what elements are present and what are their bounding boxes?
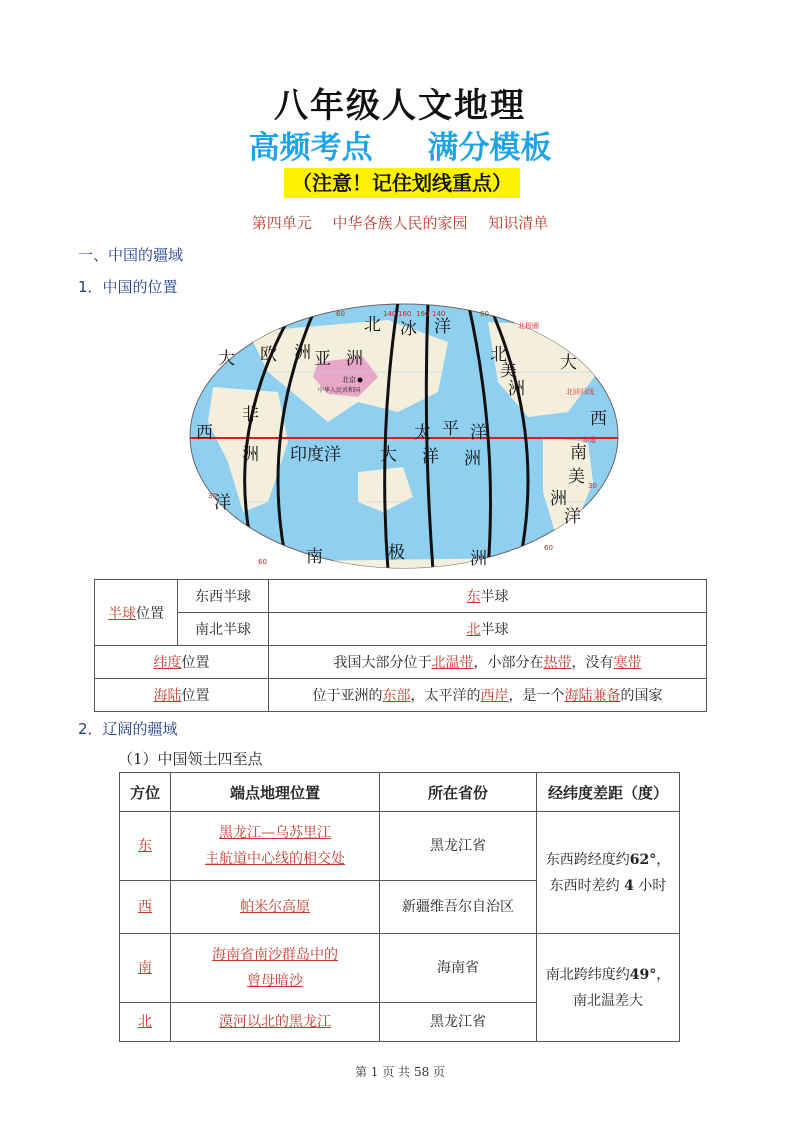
tropic-label: 北回归线	[566, 388, 594, 396]
table-row	[95, 646, 707, 679]
beijing-dot	[358, 378, 363, 383]
map-label: 平	[442, 419, 459, 439]
map-label: 洲	[508, 379, 525, 399]
subsection-heading-territory: 2．辽阔的疆域	[78, 720, 178, 738]
degree-label: 60	[480, 310, 489, 318]
column-header: 经纬度差距（度）	[537, 773, 680, 812]
table-cell: 海南省南沙群岛中的 曾母暗沙	[171, 934, 380, 1003]
subsection-note: （1）中国领土四至点	[118, 750, 263, 768]
beijing-label: 北京	[342, 376, 356, 384]
table-cell: 南北半球	[178, 613, 269, 646]
table-cell: 纬度位置	[95, 646, 269, 679]
map-label: 洋	[470, 423, 487, 443]
map-label: 冰	[400, 319, 417, 339]
page-number: 1	[370, 1065, 379, 1079]
table-cell: 东	[120, 812, 171, 881]
subsection-heading-position: 1．中国的位置	[78, 278, 178, 296]
map-label: 洋	[564, 507, 581, 527]
map-label: 大	[218, 349, 235, 369]
table-row	[95, 580, 707, 613]
map-label: 洲	[294, 343, 311, 363]
map-label: 洲	[550, 489, 567, 509]
table-cell: 东西半球	[178, 580, 269, 613]
map-label: 洲	[464, 449, 481, 469]
table-row	[95, 679, 707, 712]
map-label: 欧	[260, 345, 277, 365]
table-cell: 新疆维吾尔自治区	[380, 881, 537, 934]
table-row	[95, 613, 707, 646]
subtitle-left: 高频考点	[248, 130, 373, 166]
subtitle	[0, 122, 800, 167]
map-label: 太	[414, 423, 431, 443]
table-cell: 黑龙江省	[380, 1003, 537, 1042]
degree-label: 30	[208, 492, 217, 500]
page-title: 八年级人文地理	[274, 86, 526, 126]
map-label: 南	[306, 547, 323, 567]
map-label: 洲	[346, 349, 363, 369]
equator-label: 赤道	[582, 436, 596, 444]
map-label: 极	[388, 543, 405, 563]
table-cell: 海南省	[380, 934, 537, 1003]
map-label: 洲	[242, 445, 259, 465]
map-label: 非	[242, 405, 259, 425]
page-footer: 第 1 页 共 58 页	[354, 1065, 446, 1079]
degree-label: 60	[336, 310, 345, 318]
map-label: 北	[364, 315, 381, 335]
subtitle-right: 满分模板	[427, 130, 552, 166]
table-header-row	[120, 773, 680, 812]
unit-heading	[0, 212, 800, 233]
map-label: 印度洋	[290, 445, 341, 465]
map-label: 美	[500, 361, 517, 381]
unit-number: 第四单元	[251, 214, 312, 232]
page-total: 58	[413, 1065, 430, 1079]
degree-label: 140	[432, 310, 446, 318]
map-label: 西	[590, 409, 607, 429]
arctic-circle-label: 北极圈	[518, 322, 539, 330]
degree-label: 160	[398, 310, 412, 318]
map-label: 南	[570, 443, 587, 463]
table-cell: 我国大部分位于北温带，小部分在热带，没有寒带	[269, 646, 707, 679]
degree-label: 30	[588, 482, 597, 490]
column-header: 方位	[120, 773, 171, 812]
table-cell: 北	[120, 1003, 171, 1042]
table-cell: 海陆位置	[95, 679, 269, 712]
degree-label: 60	[258, 558, 267, 566]
table-row	[120, 934, 680, 1003]
map-label: 洋	[434, 317, 451, 337]
table-cell: 北半球	[269, 613, 707, 646]
degree-label: 160	[416, 310, 430, 318]
table-cell: 黑龙江—乌苏里江 主航道中心线的相交处	[171, 812, 380, 881]
location-table	[94, 579, 707, 712]
map-label: 洋	[214, 493, 231, 513]
map-label: 亚	[314, 349, 331, 369]
table-cell: 漠河以北的黑龙江	[171, 1003, 380, 1042]
map-label: 洲	[470, 549, 487, 569]
section-heading: 一、中国的疆域	[78, 246, 184, 264]
unit-title: 中华各族人民的家园	[332, 214, 468, 232]
china-label: 中华人民共和国	[318, 387, 361, 394]
table-cell: 帕米尔高原	[171, 881, 380, 934]
extreme-points-table	[119, 772, 680, 1042]
table-row	[120, 812, 680, 881]
map-label: 北	[490, 345, 507, 365]
highlight-note: （注意！记住划线重点）	[284, 168, 520, 198]
map-label: 美	[568, 467, 585, 487]
table-cell: 半球位置	[95, 580, 178, 646]
table-cell: 东西跨经度约62°， 东西时差约 4 小时	[537, 812, 680, 934]
table-cell: 位于亚洲的东部，太平洋的西岸，是一个海陆兼备的国家	[269, 679, 707, 712]
world-map	[188, 302, 620, 570]
table-cell: 黑龙江省	[380, 812, 537, 881]
degree-label: 140	[383, 310, 397, 318]
table-cell: 南北跨纬度约49°， 南北温差大	[537, 934, 680, 1042]
table-cell: 南	[120, 934, 171, 1003]
column-header: 所在省份	[380, 773, 537, 812]
column-header: 端点地理位置	[171, 773, 380, 812]
map-label: 洋	[422, 447, 439, 467]
table-cell: 东半球	[269, 580, 707, 613]
map-label: 大	[560, 353, 577, 373]
unit-kind: 知识清单	[488, 214, 549, 232]
degree-label: 60	[544, 544, 553, 552]
table-cell: 西	[120, 881, 171, 934]
map-label: 大	[380, 445, 397, 465]
map-label: 西	[196, 423, 213, 443]
